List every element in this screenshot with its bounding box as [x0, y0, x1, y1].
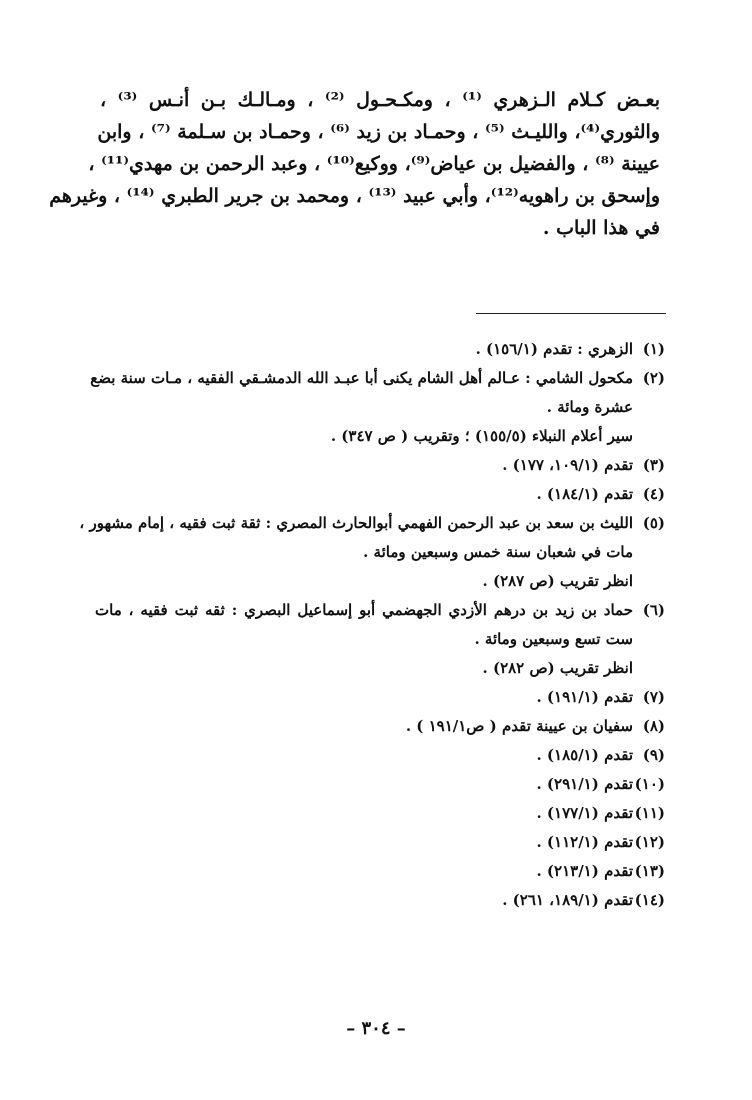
footnote-text: تقدم (١٨٩/١، ٢٦١) .	[502, 891, 633, 909]
footnote	[95, 886, 665, 915]
footnote	[95, 596, 665, 654]
footnote-number: (١٣)	[634, 862, 665, 880]
footnote-number: (٧)	[642, 688, 665, 706]
footnote-text: تقدم (١٩١/١) .	[536, 688, 633, 706]
paragraph-line: بعـض كـلام الـزهري ⁽¹⁾ ، ومكـحـول ⁽²⁾ ، ومـالـك بـن أنـس ⁽³⁾ ،	[100, 89, 660, 111]
footnote-text: انظر تقريب (ص ٢٨٧) .	[482, 572, 633, 590]
paragraph-line: في هذا الباب .	[542, 217, 660, 239]
main-paragraph	[49, 84, 660, 244]
footnote	[95, 451, 665, 480]
footnote-reference	[95, 567, 665, 596]
footnote-text: تقدم (٢٩١/١) .	[536, 775, 633, 793]
footnote	[95, 857, 665, 886]
footnote-text: عشرة ومائة .	[546, 398, 633, 416]
footnote	[79, 509, 665, 567]
page-number: – ٣٠٤ –	[346, 1018, 406, 1039]
footnote	[95, 335, 665, 364]
footnote-number: (١)	[642, 340, 665, 358]
footnote-number: (٩)	[642, 746, 665, 764]
paragraph-line: وإسحق بن راهويه⁽¹²⁾، وأبي عبيد ⁽¹³⁾ ، ومحمد بن جرير الطبري ⁽¹⁴⁾ ، وغيرهم	[49, 185, 660, 207]
footnote	[95, 712, 665, 741]
footnote-text: تقدم (١٧٧/١) .	[536, 804, 633, 822]
footnote-number: (٤)	[642, 485, 665, 503]
footnote	[90, 364, 665, 422]
footnote-number: (١١)	[634, 804, 665, 822]
footnote	[95, 480, 665, 509]
paragraph-line: عيينة ⁽⁸⁾ ، والفضيل بن عياض⁽⁹⁾، ووكيع⁽¹⁰⁾ ، وعبد الرحمن بن مهدي⁽¹¹⁾ ،	[88, 153, 660, 175]
footnote-text: تقدم (٢١٣/١) .	[536, 862, 633, 880]
footnote-number: (٨)	[642, 717, 665, 735]
footnote	[95, 770, 665, 799]
footnote-text: مات في شعبان سنة خمس وسبعين ومائة .	[363, 543, 633, 561]
footnote-text: تقدم (١١٢/١) .	[536, 833, 633, 851]
footnote-number: (٢)	[642, 369, 665, 387]
footnote	[95, 683, 665, 712]
footnote-text: سير أعلام النبلاء (١٥٥/٥) ؛ وتقريب ( ص ٣٤٧) .	[330, 427, 633, 445]
footnote-number: (١٠)	[634, 775, 665, 793]
footnote-text: سفيان بن عيينة تقدم ( ص١٩١/١ ) .	[405, 717, 633, 735]
footnote-number: (١٤)	[634, 891, 665, 909]
footnote-number: (٦)	[642, 601, 665, 619]
footnote	[95, 741, 665, 770]
footnote-separator	[476, 313, 666, 314]
footnote	[95, 828, 665, 857]
footnote	[95, 799, 665, 828]
footnote-text: تقدم (١٨٤/١) .	[536, 485, 633, 503]
footnote-number: (٣)	[642, 456, 665, 474]
footnote-text: ست تسع وسبعين ومائة .	[474, 630, 633, 648]
footnote-number: (١٢)	[634, 833, 665, 851]
footnotes	[79, 335, 665, 915]
footnote-reference	[95, 422, 665, 451]
footnote-text: حماد بن زيد بن درهم الأزدي الجهضمي أبو إسماعيل البصري : ثقه ثبت فقيه ، مات	[95, 601, 633, 619]
footnote-number: (٥)	[642, 514, 665, 532]
footnote-text: مكحول الشامي : عـالم أهل الشام يكنى أبا عبـد الله الدمشـقي الفقيه ، مـات سنة بضع	[90, 369, 633, 387]
footnote-text: الليث بن سعد بن عبد الرحمن الفهمي أبوالحارث المصري : ثقة ثبت فقيه ، إمام مشهور ،	[79, 514, 633, 532]
footnote-text: الزهري : تقدم (١٥٦/١) .	[475, 340, 633, 358]
footnote-text: تقدم (١٠٩/١، ١٧٧) .	[502, 456, 633, 474]
footnote-text: انظر تقريب (ص ٢٨٢) .	[482, 659, 633, 677]
paragraph-line: والثوري⁽⁴⁾، والليـث ⁽⁵⁾ ، وحمـاد بن زيد ⁽⁶⁾ ، وحمـاد بن سـلمة ⁽⁷⁾ ، وابن	[97, 121, 660, 143]
footnote-reference	[95, 654, 665, 683]
footnote-text: تقدم (١٨٥/١) .	[536, 746, 633, 764]
